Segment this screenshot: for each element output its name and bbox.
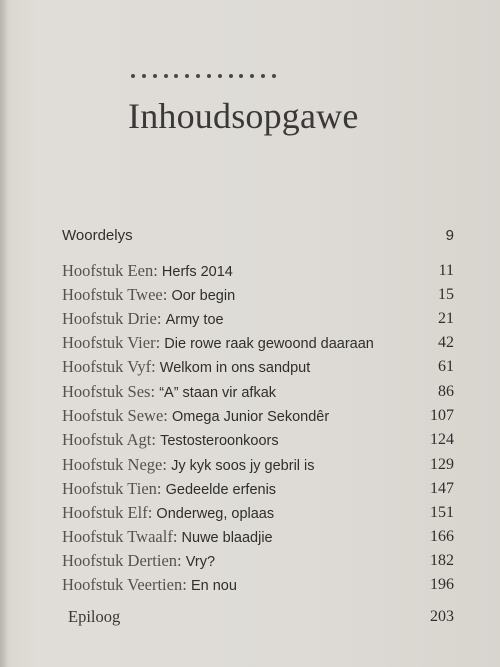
toc-chapter-name: Hoofstuk Drie [62, 309, 157, 328]
toc-chapter-name: Hoofstuk Een [62, 261, 154, 280]
toc-entry-chapter-13: Hoofstuk Dertien: Vry? 182 [62, 549, 454, 573]
toc-chapter-subtitle: Army toe [165, 312, 224, 328]
toc-entry-page: 11 [438, 262, 454, 279]
toc-chapter-subtitle: Herfs 2014 [161, 264, 233, 280]
toc-entry-page: 166 [430, 528, 454, 545]
toc-chapter-name: Hoofstuk Twee [62, 285, 163, 304]
toc-entry-page: 147 [430, 480, 454, 497]
toc-chapter-subtitle: Jy kyk soos jy gebril is [171, 458, 315, 474]
toc-entry-page: 15 [438, 286, 454, 303]
toc-entry-chapter-1: Hoofstuk Een: Herfs 2014 11 [62, 259, 454, 283]
toc-entry-chapter-4: Hoofstuk Vier: Die rowe raak gewoond daaraan 42 [62, 331, 454, 355]
toc-chapter-name: Hoofstuk Ses [62, 382, 151, 401]
toc-entry-page: 182 [430, 552, 454, 569]
toc-chapter-name: Hoofstuk Twaalf [62, 527, 173, 546]
toc-chapter-subtitle: “A” staan vir afkak [159, 385, 277, 401]
toc-entry-label: Woordelys [62, 227, 133, 244]
toc-chapter-subtitle: Omega Junior Sekondêr [172, 409, 330, 425]
toc-entry-label: Epiloog [68, 607, 121, 626]
toc-entry-page: 61 [438, 358, 454, 375]
toc-chapter-subtitle: En nou [190, 578, 237, 594]
toc-chapter-name: Hoofstuk Elf [62, 503, 148, 522]
toc-entry-chapter-6: Hoofstuk Ses: “A” staan vir afkak 86 [62, 380, 454, 404]
toc-entry-woordelys [62, 224, 454, 248]
toc-chapter-subtitle: Oor begin [171, 288, 236, 304]
toc-chapter-subtitle: Nuwe blaadjie [181, 530, 273, 546]
toc-chapter-name: Hoofstuk Agt [62, 430, 152, 449]
toc-entry-page: 107 [430, 407, 454, 424]
toc-entry-page: 129 [430, 456, 454, 473]
toc-entry-page: 196 [430, 576, 454, 593]
toc-entry-chapter-8: Hoofstuk Agt: Testosteroonkoors 124 [62, 428, 454, 452]
decorative-dotted-rule [131, 74, 276, 80]
toc-chapter-name: Hoofstuk Vier [62, 333, 156, 352]
toc-entry-chapter-3: Hoofstuk Drie: Army toe 21 [62, 307, 454, 331]
toc-entry-page: 124 [430, 431, 454, 448]
toc-chapter-subtitle: Testosteroonkoors [160, 433, 279, 449]
toc-chapter-subtitle: Gedeelde erfenis [165, 482, 277, 498]
toc-entry-chapter-12: Hoofstuk Twaalf: Nuwe blaadjie 166 [62, 525, 454, 549]
toc-chapter-subtitle: Onderweg, oplaas [156, 506, 275, 522]
toc-entry-chapter-2: Hoofstuk Twee: Oor begin 15 [62, 283, 454, 307]
toc-chapter-name: Hoofstuk Tien [62, 479, 157, 498]
toc-chapter-name: Hoofstuk Vyf [62, 357, 152, 376]
toc-chapter-name: Hoofstuk Nege [62, 455, 163, 474]
toc-entry-epiloog [68, 605, 454, 629]
toc-entry-chapter-5: Hoofstuk Vyf: Welkom in ons sandput 61 [62, 355, 454, 379]
toc-chapter-name: Hoofstuk Veertien [62, 575, 183, 594]
toc-chapter-subtitle: Welkom in ons sandput [159, 360, 311, 376]
page-gutter-shadow [0, 0, 8, 667]
toc-entry-page: 9 [445, 227, 454, 244]
page-title: Inhoudsopgawe [128, 96, 359, 136]
toc-entry-chapter-11: Hoofstuk Elf: Onderweg, oplaas 151 [62, 501, 454, 525]
toc-chapter-name: Hoofstuk Sewe [62, 406, 164, 425]
toc-chapter-subtitle: Die rowe raak gewoond daaraan [164, 336, 374, 352]
toc-entry-page: 203 [430, 608, 454, 625]
toc-entry-chapter-9: Hoofstuk Nege: Jy kyk soos jy gebril is 129 [62, 453, 454, 477]
toc-chapter-subtitle: Vry? [185, 554, 216, 570]
toc-entry-page: 21 [438, 310, 454, 327]
toc-chapter-name: Hoofstuk Dertien [62, 551, 178, 570]
toc-entry-chapter-14: Hoofstuk Veertien: En nou 196 [62, 573, 454, 597]
toc-entry-chapter-10: Hoofstuk Tien: Gedeelde erfenis 147 [62, 477, 454, 501]
toc-entry-page: 86 [438, 383, 454, 400]
toc-entry-page: 42 [438, 334, 454, 351]
toc-entry-page: 151 [430, 504, 454, 521]
toc-entry-chapter-7: Hoofstuk Sewe: Omega Junior Sekondêr 107 [62, 404, 454, 428]
